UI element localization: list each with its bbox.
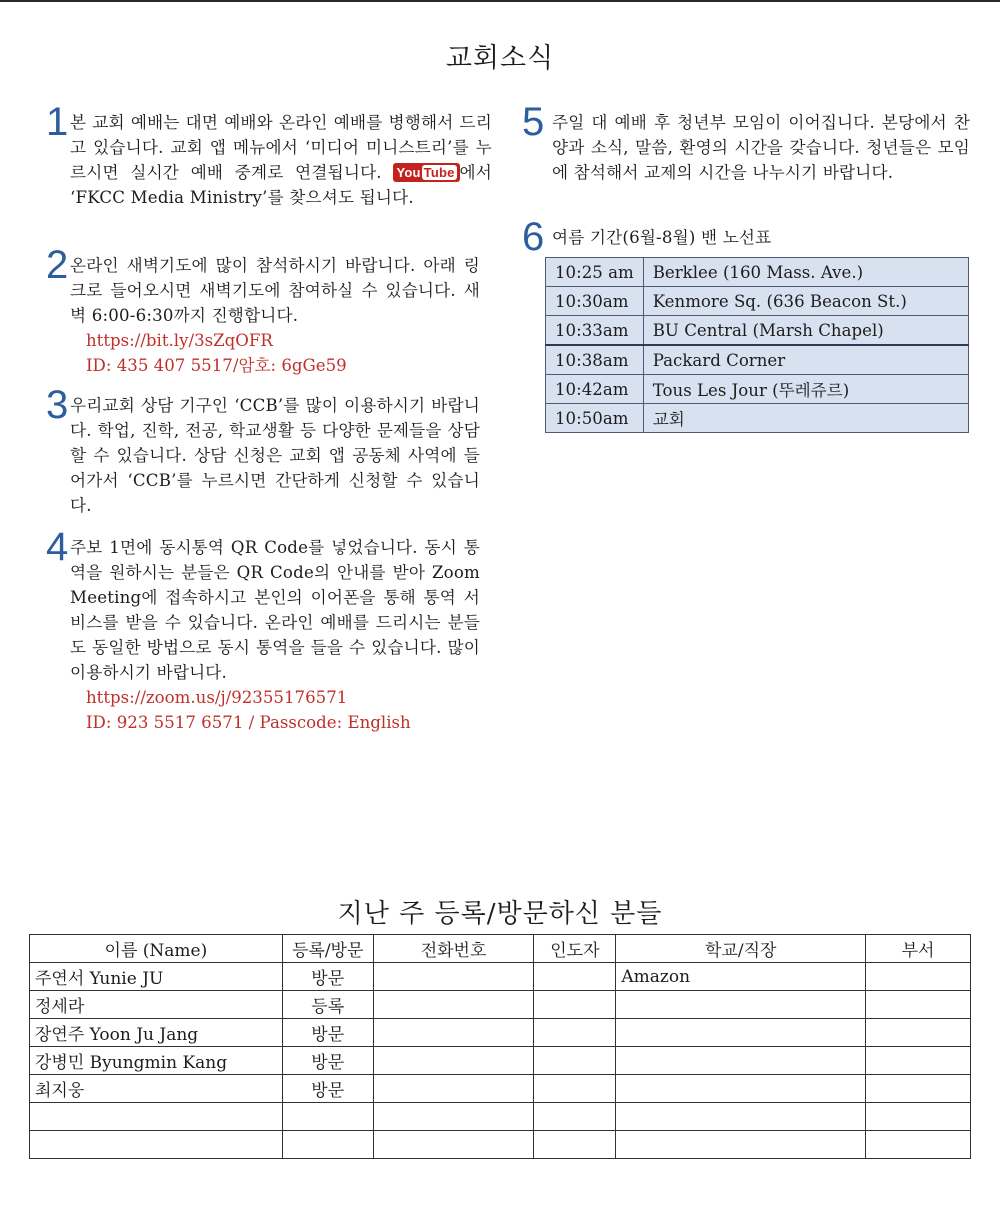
visitor-name: 정세라 xyxy=(30,991,283,1019)
visitor-department xyxy=(866,1019,971,1047)
visitor-name: 최지웅 xyxy=(30,1075,283,1103)
table-row xyxy=(30,991,971,1019)
visitor-school-work xyxy=(616,1047,866,1075)
visitor-name: 장연주 Yoon Ju Jang xyxy=(30,1019,283,1047)
visitor-department xyxy=(866,991,971,1019)
van-time: 10:25 am xyxy=(546,258,644,287)
visitor-status xyxy=(282,1103,373,1131)
col-header-phone: 전화번호 xyxy=(373,935,534,963)
visitor-phone xyxy=(373,991,534,1019)
news-item-2-text: 온라인 새벽기도에 많이 참석하시기 바랍니다. 아래 링크로 들어오시면 새벽기도에 참여하실 수 있습니다. 새벽 6:00-6:30까지 진행합니다. xyxy=(70,256,480,325)
visitor-name xyxy=(30,1103,283,1131)
news-item-4-text: 주보 1면에 동시통역 QR Code를 넣었습니다. 동시 통역을 원하시는 분들은 QR Code의 안내를 받아 Zoom Meeting에 접속하시고 본인의 이어폰을 통해 통역 서비스를 받을 수 있습니다. 온라인 예배를 드리시는 분들도 동일한 방법으로 동시 통역을 들을 수 있습니다. 많이 이용하시기 바랍니다. xyxy=(70,538,480,682)
visitor-guide xyxy=(534,1075,616,1103)
van-schedule-row xyxy=(546,258,969,287)
van-stop: Packard Corner xyxy=(643,345,968,375)
zoom-id: ID: 923 5517 6571 / Passcode: English xyxy=(86,713,411,732)
table-row xyxy=(30,1047,971,1075)
visitors-table xyxy=(29,934,971,1159)
news-item-1 xyxy=(46,100,492,210)
visitor-department xyxy=(866,1075,971,1103)
table-row xyxy=(30,1075,971,1103)
van-stop: BU Central (Marsh Chapel) xyxy=(643,316,968,346)
col-header-guide: 인도자 xyxy=(534,935,616,963)
van-stop: Kenmore Sq. (636 Beacon St.) xyxy=(643,287,968,316)
page-title: 교회소식 xyxy=(445,43,555,74)
visitor-department xyxy=(866,1047,971,1075)
visitor-department xyxy=(866,1103,971,1131)
visitor-guide xyxy=(534,1019,616,1047)
visitor-guide xyxy=(534,1131,616,1159)
visitor-guide xyxy=(534,1103,616,1131)
visitor-phone xyxy=(373,1103,534,1131)
news-item-6-text: 여름 기간(6월-8월) 밴 노선표 xyxy=(552,228,772,247)
visitor-phone xyxy=(373,1131,534,1159)
item-number-5: 5 xyxy=(522,100,545,144)
table-row xyxy=(30,1131,971,1159)
visitors-header-row xyxy=(30,935,971,963)
visitor-school-work xyxy=(616,1075,866,1103)
visitor-status: 등록 xyxy=(282,991,373,1019)
item-1-text-b: 에서 ‘FKCC Media Ministry’를 찾으셔도 됩니다. xyxy=(70,163,492,207)
visitor-status: 방문 xyxy=(282,1047,373,1075)
van-stop: 교회 xyxy=(643,404,968,433)
visitor-phone xyxy=(373,1047,534,1075)
van-time: 10:42am xyxy=(546,375,644,404)
news-item-4 xyxy=(46,525,480,735)
item-number-2: 2 xyxy=(46,243,69,287)
news-item-5 xyxy=(522,100,970,185)
visitor-school-work xyxy=(616,1131,866,1159)
visitors-title: 지난 주 등록/방문하신 분들 xyxy=(337,899,663,929)
item-number-4: 4 xyxy=(46,525,69,569)
visitor-guide xyxy=(534,1047,616,1075)
col-header-department: 부서 xyxy=(866,935,971,963)
visitor-phone xyxy=(373,1075,534,1103)
van-schedule-table xyxy=(545,257,969,433)
visitor-school-work xyxy=(616,1019,866,1047)
visitor-name: 강병민 Byungmin Kang xyxy=(30,1047,283,1075)
visitor-status: 방문 xyxy=(282,1075,373,1103)
van-time: 10:33am xyxy=(546,316,644,346)
table-row xyxy=(30,1103,971,1131)
van-stop: Tous Les Jour (뚜레쥬르) xyxy=(643,375,968,404)
news-item-6 xyxy=(522,215,970,259)
visitor-phone xyxy=(373,1019,534,1047)
van-schedule-row xyxy=(546,375,969,404)
visitor-status: 방문 xyxy=(282,963,373,991)
van-time: 10:38am xyxy=(546,345,644,375)
visitor-phone xyxy=(373,963,534,991)
item-number-1: 1 xyxy=(46,100,69,144)
visitor-guide xyxy=(534,963,616,991)
item-number-3: 3 xyxy=(46,383,69,427)
van-schedule-row xyxy=(546,287,969,316)
visitor-name xyxy=(30,1131,283,1159)
top-rule xyxy=(0,0,1000,2)
news-item-2 xyxy=(46,243,480,378)
news-item-5-text: 주일 대 예배 후 청년부 모임이 이어집니다. 본당에서 찬양과 소식, 말씀, 환영의 시간을 갖습니다. 청년들은 모임에 참석해서 교제의 시간을 나누시기 바랍니다. xyxy=(552,113,970,182)
dawn-prayer-link[interactable]: https://bit.ly/3sZqOFR xyxy=(86,331,273,350)
visitor-school-work: Amazon xyxy=(616,963,866,991)
col-header-school-work: 학교/직장 xyxy=(616,935,866,963)
visitor-department xyxy=(866,1131,971,1159)
zoom-link[interactable]: https://zoom.us/j/92355176571 xyxy=(86,688,348,707)
van-time: 10:30am xyxy=(546,287,644,316)
visitor-status xyxy=(282,1131,373,1159)
news-item-3-text: 우리교회 상담 기구인 ‘CCB’를 많이 이용하시기 바랍니다. 학업, 진학, 전공, 학교생활 등 다양한 문제들을 상담할 수 있습니다. 상담 신청은 교회 앱 공동체 사역에 들어가서 ‘CCB’를 누르시면 간단하게 신청할 수 있습니다. xyxy=(70,396,480,515)
table-row xyxy=(30,1019,971,1047)
col-header-status: 등록/방문 xyxy=(282,935,373,963)
youtube-logo[interactable]: You Tube xyxy=(393,163,459,182)
item-number-6: 6 xyxy=(522,215,545,259)
van-stop: Berklee (160 Mass. Ave.) xyxy=(643,258,968,287)
van-time: 10:50am xyxy=(546,404,644,433)
dawn-prayer-id: ID: 435 407 5517/암호: 6gGe59 xyxy=(86,356,347,375)
item-1-text-a: 본 교회 예배는 대면 예배와 온라인 예배를 병행해서 드리고 있습니다. 교회 앱 메뉴에서 ‘미디어 미니스트리’를 누르시면 실시간 예배 중계로 연결됩니다. xyxy=(70,113,492,182)
van-schedule-row xyxy=(546,316,969,346)
news-item-3 xyxy=(46,383,480,518)
visitor-status: 방문 xyxy=(282,1019,373,1047)
visitor-school-work xyxy=(616,991,866,1019)
van-schedule-row xyxy=(546,404,969,433)
visitor-department xyxy=(866,963,971,991)
visitor-name: 주연서 Yunie JU xyxy=(30,963,283,991)
col-header-name: 이름 (Name) xyxy=(30,935,283,963)
table-row xyxy=(30,963,971,991)
visitor-school-work xyxy=(616,1103,866,1131)
van-schedule-row xyxy=(546,345,969,375)
news-item-1-text xyxy=(70,110,492,210)
visitor-guide xyxy=(534,991,616,1019)
